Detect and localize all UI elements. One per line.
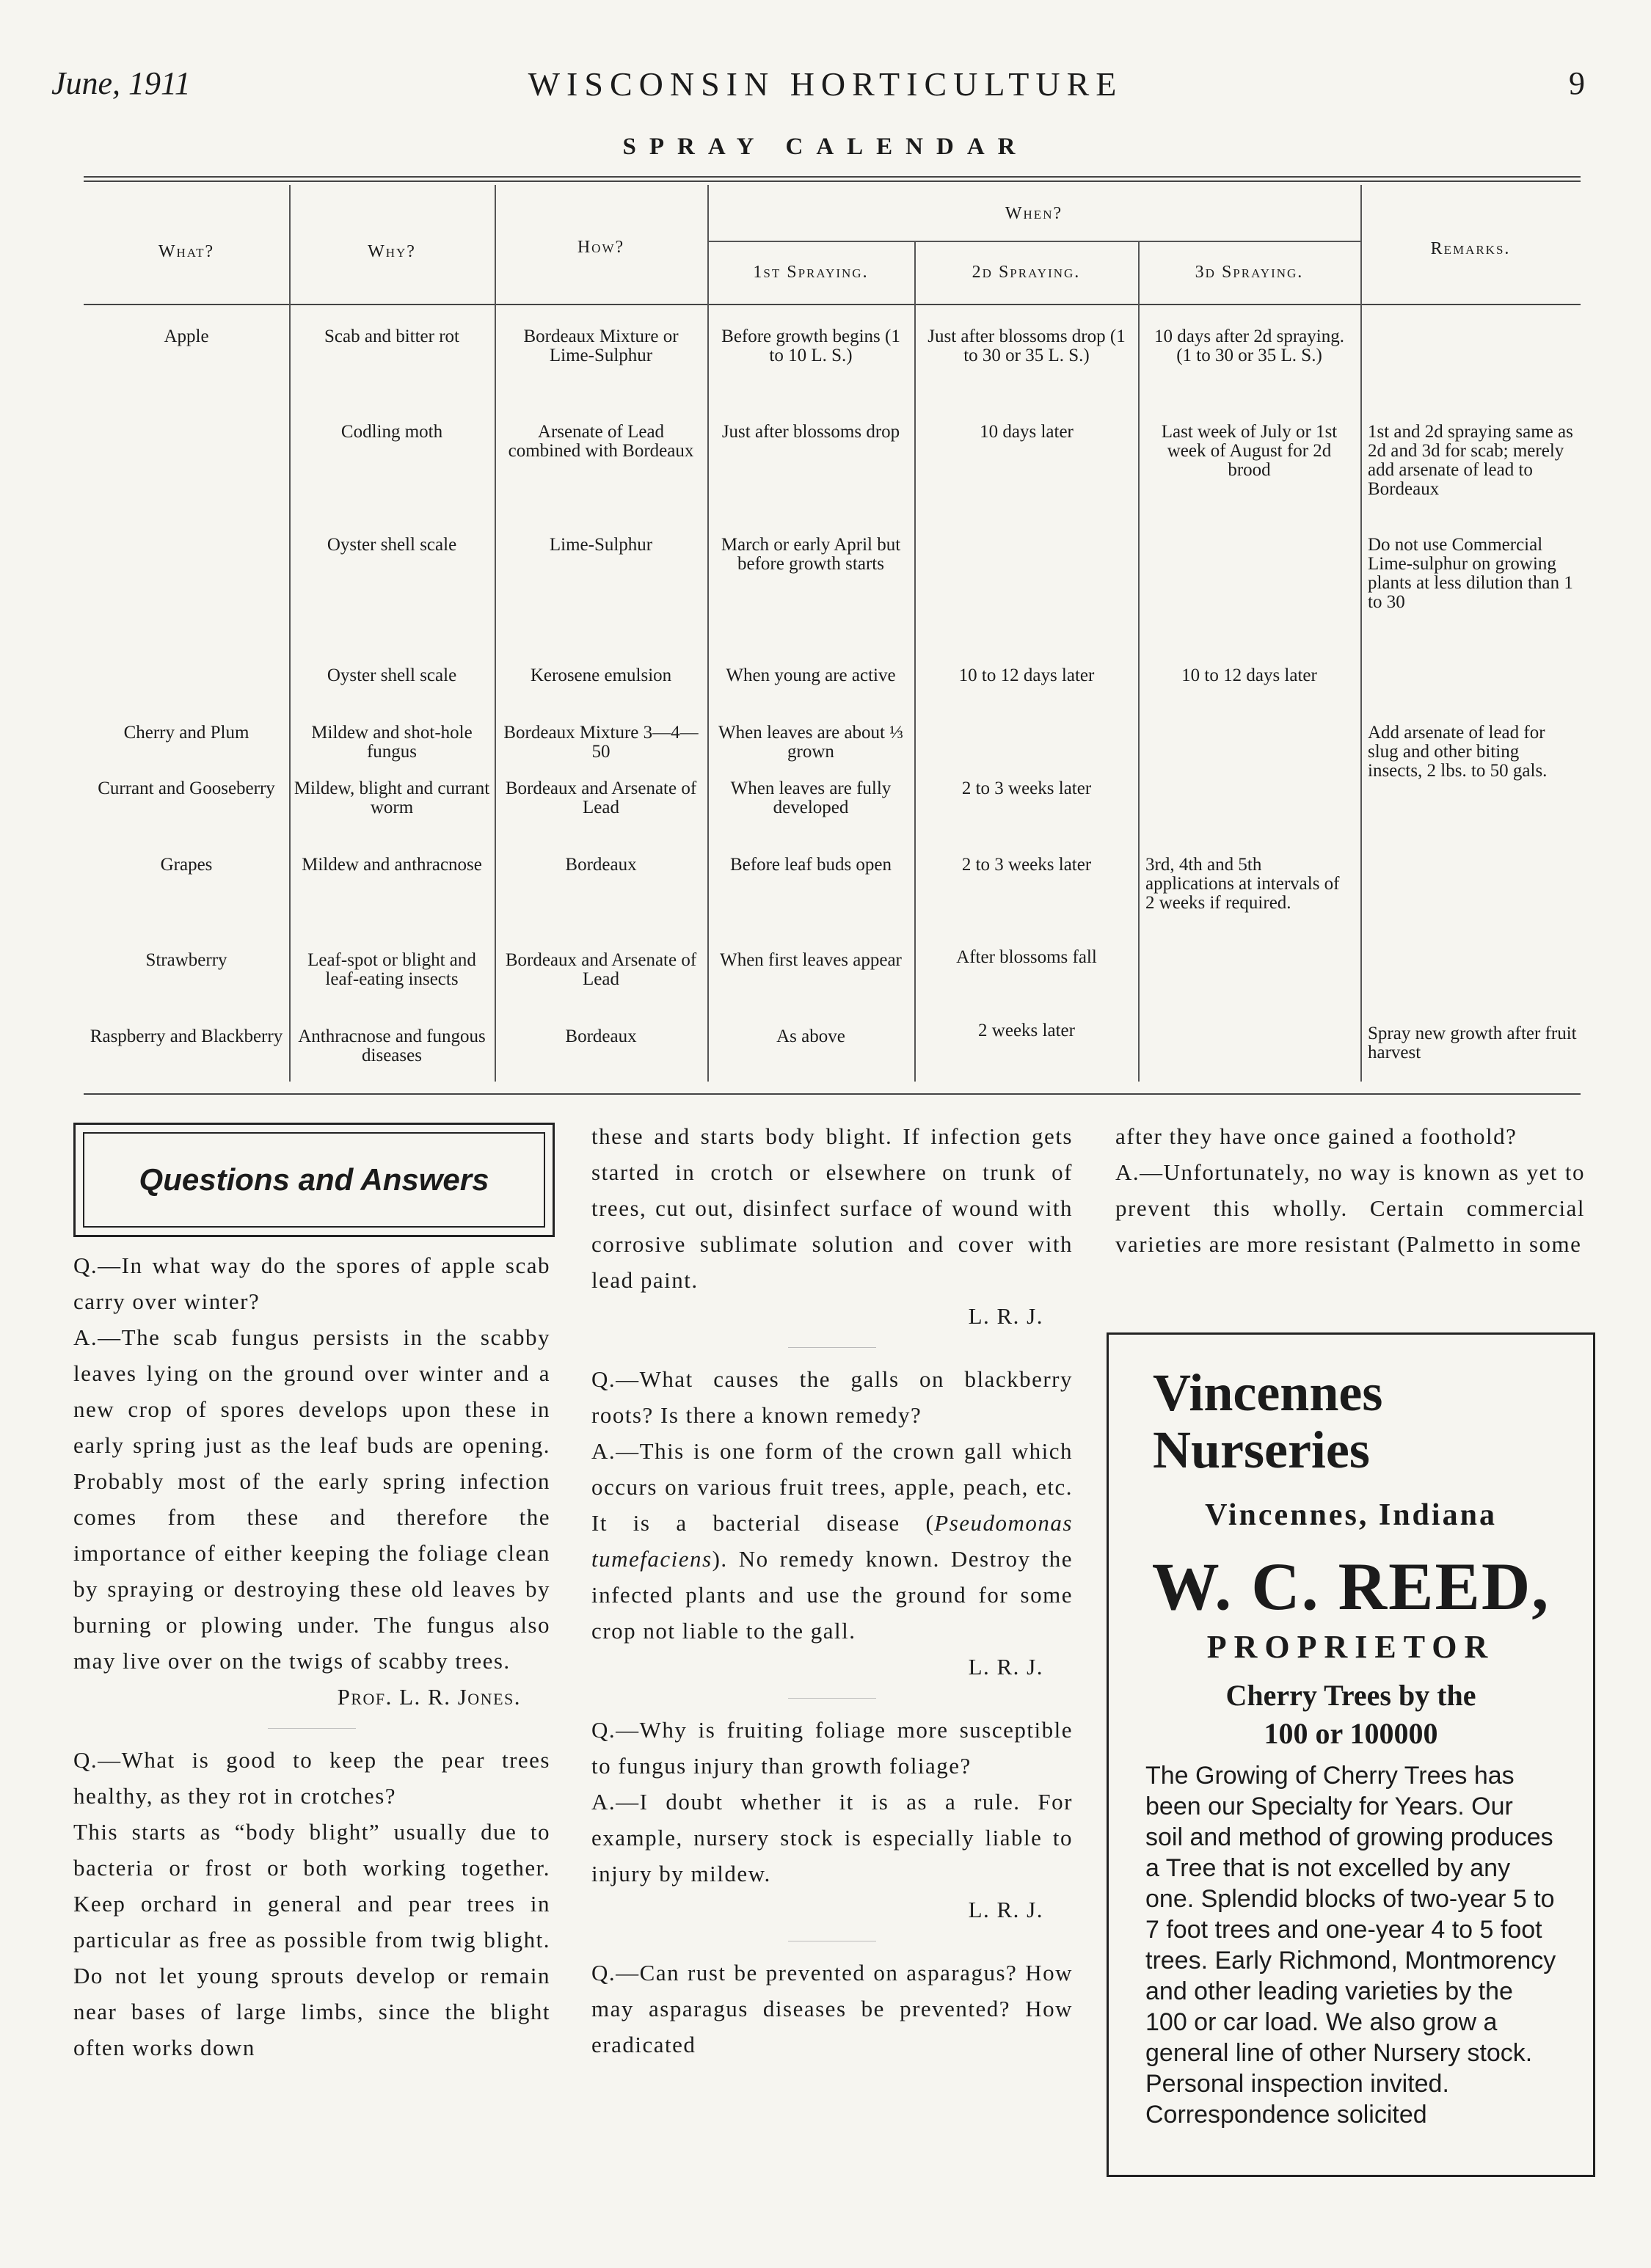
cell-remarks: Do not use Commercial Lime-sulphur on growing plants at less dilution than 1 to 30 [1368,535,1573,612]
cell-why: Mildew, blight and currant worm [294,779,490,817]
question-fruiting-foliage: Q.—Why is fruiting foliage more susceptible to fungus injury than growth foliage? [591,1717,1073,1779]
cell-why: Codling moth [340,422,443,442]
answer-fruiting-foliage: A.—I doubt whether it is as a rule. For example, nursery stock is especially liable to injury by mildew. [591,1789,1073,1886]
cell-what: Grapes [160,855,213,875]
cell-what: Strawberry [145,950,227,970]
cell-first-spraying: When young are active [726,666,896,685]
cell-remarks: Add arsenate of lead for slug and other biting insects, 2 lbs. to 50 gals. [1368,723,1548,781]
cell-what: Raspberry and Blackberry [90,1027,283,1046]
ad-product [1123,1677,1578,1753]
cell-what: Currant and Gooseberry [98,779,275,798]
separator [788,1698,876,1699]
col-divider [707,185,709,1082]
qa-column-1 [73,1247,550,2065]
qa-heading: Questions and Answers [139,1162,489,1197]
question-blackberry-galls: Q.—What causes the galls on blackberry roots? Is there a known remedy? [591,1366,1073,1428]
qa-column-3 [1115,1118,1585,1262]
cell-how: Bordeaux [565,855,637,875]
cell-why: Mildew and shot-hole fungus [311,723,473,762]
ad-product-line: 100 or 100000 [1264,1717,1438,1750]
cell-why: Mildew and anthracnose [302,855,482,875]
header-first-spraying: 1st Spraying. [753,263,869,282]
answer-apple-scab: A.—The scab fungus persists in the scabby leaves lying on the ground over winter and a new crop of spores develops upon these in early spring just as the leaf buds are opening. Probably most of the early spring infection comes from these and therefore the importance of either keeping the foliage clean by spraying or destroying these old leaves by burning or plowing under. The fungus also may live over on the twigs of scabby trees. [73,1324,550,1674]
col-divider [914,242,916,1082]
ad-owner: W. C. REED, [1151,1549,1550,1624]
header-how: How? [577,238,625,257]
ad-role: PROPRIETOR [1206,1629,1495,1665]
col-divider [289,185,291,1082]
ad-company-name [1153,1364,1382,1478]
header-when: When? [1005,204,1063,223]
cell-how: Lime-Sulphur [549,535,653,555]
col-divider [1360,185,1362,1082]
cell-first-spraying: Before growth begins (1 to 10 L. S.) [721,327,900,365]
separator [788,1347,876,1348]
table-bottom-rule [84,1093,1581,1095]
ad-product-line: Cherry Trees by the [1225,1679,1476,1712]
cell-what: Cherry and Plum [123,723,249,743]
cell-why: Leaf-spot or blight and leaf-eating insects [307,950,476,989]
qa-heading-box [73,1123,555,1237]
cell-how: Arsenate of Lead combined with Bordeaux [508,422,694,461]
cell-second-spraying: 2 to 3 weeks later [961,855,1092,875]
table-header-rule [84,304,1581,305]
qa-column-2 [591,1118,1073,2063]
cell-second-spraying: 2 weeks later [978,1021,1075,1040]
cell-third-spraying: 3rd, 4th and 5th applications at intervals of 2 weeks if required. [1145,855,1340,913]
cell-first-spraying: As above [776,1027,845,1046]
cell-second-spraying: 2 to 3 weeks later [961,779,1092,798]
issue-date: June, 1911 [51,65,191,101]
question-apple-scab: Q.—In what way do the spores of apple scab carry over winter? [73,1252,550,1314]
species-name: Pseudomonas tumefaciens [591,1510,1073,1572]
cell-third-spraying: 10 to 12 days later [1181,666,1317,685]
cell-why: Anthracnose and fungous diseases [298,1027,486,1065]
answer-text: A.—This is one form of the crown gall which occurs on various fruit trees, apple, peach, etc. It is a bacterial disease ( [591,1438,1073,1536]
cell-how: Bordeaux Mixture or Lime-Sulphur [523,327,679,365]
answer-asparagus-rust: A.—Unfortunately, no way is known as yet to prevent this wholly. Certain commercial varieties are more resistant (Palmetto in some [1115,1159,1585,1257]
cell-first-spraying: When first leaves appear [720,950,902,970]
signature: L. R. J. [968,1303,1043,1329]
cell-first-spraying: March or early April but before growth starts [721,535,901,574]
journal-title: WISCONSIN HORTICULTURE [528,65,1123,103]
cell-how: Bordeaux and Arsenate of Lead [505,779,697,817]
header-second-spraying: 2d Spraying. [972,263,1081,282]
nursery-advertisement [1107,1332,1595,2177]
ad-name-line: Vincennes [1153,1363,1383,1422]
spray-calendar-table [84,176,1581,1084]
answer-pear-trees-continued: these and starts body blight. If infection gets started in crotch or elsewhere on trunk of trees, cut out, disinfect surface of wound with corrosive sublimate solution and cover with lead paint. [591,1123,1073,1293]
cell-third-spraying: 10 days after 2d spraying. (1 to 30 or 35 L. S.) [1154,327,1344,365]
cell-second-spraying: After blossoms fall [956,947,1097,967]
cell-how: Bordeaux [565,1027,637,1046]
header-what: What? [158,242,215,261]
header-remarks: Remarks. [1430,239,1511,258]
question-asparagus-rust: Q.—Can rust be prevented on asparagus? How may asparagus diseases be prevented? How eradicated [591,1960,1073,2057]
question-pear-trees: Q.—What is good to keep the pear trees healthy, as they rot in crotches? [73,1747,550,1809]
cell-first-spraying: Before leaf buds open [729,855,892,875]
question-asparagus-rust-continued: after they have once gained a foothold? [1115,1123,1517,1149]
cell-how: Kerosene emulsion [530,666,672,685]
cell-first-spraying: When leaves are fully developed [730,779,892,817]
cell-third-spraying: Last week of July or 1st week of August for 2d brood [1161,422,1338,480]
spray-calendar-title: SPRAY CALENDAR [622,134,1029,160]
signature: Prof. L. R. Jones. [337,1684,521,1710]
cell-why: Oyster shell scale [327,535,457,555]
cell-remarks: 1st and 2d spraying same as 2d and 3d for scab; merely add arsenate of lead to Bordeaux [1368,422,1573,499]
col-divider [1138,242,1140,1082]
answer-pear-trees: This starts as “body blight” usually due to bacteria or frost or both working together. Keep orchard in general and pear trees in particular as free as possible from twig blight. Do not let young sprouts develop or remain near bases of large limbs, since the blight often works down [73,1819,550,2060]
cell-first-spraying: When leaves are about ⅓ grown [718,723,903,762]
header-third-spraying: 3d Spraying. [1195,263,1304,282]
cell-second-spraying: Just after blossoms drop (1 to 30 or 35 L. S.) [927,327,1126,365]
answer-blackberry-galls [591,1433,1073,1649]
signature: L. R. J. [968,1897,1043,1922]
cell-why: Oyster shell scale [327,666,457,685]
table-top-rule-2 [84,181,1581,182]
ad-name-line: Nurseries [1153,1421,1370,1479]
cell-second-spraying: 10 days later [980,422,1074,442]
separator [268,1728,356,1729]
when-subheader-rule [707,241,1360,242]
ad-body-text: The Growing of Cherry Trees has been our Specialty for Years. Our soil and method of growing produces a Tree that is not excelled by any one. Splendid blocks of two-year 5 to 7 foot trees and one-year 4 to 5 foot trees. Early Richmond, Montmorency and other leading varieties by the 100 or car load. We also grow a general line of other Nursery stock. Personal inspection invited. Correspondence solicited [1145,1762,1556,2129]
cell-second-spraying: 10 to 12 days later [958,666,1095,685]
answer-text: ). No remedy known. Destroy the infected plants and use the ground for some crop not liable to the gall. [591,1546,1073,1644]
table-top-rule [84,176,1581,178]
signature: L. R. J. [968,1654,1043,1680]
ad-location: Vincennes, Indiana [1205,1498,1497,1532]
page-number: 9 [1569,65,1585,101]
cell-what: Apple [164,327,209,346]
cell-how: Bordeaux and Arsenate of Lead [505,950,697,989]
cell-first-spraying: Just after blossoms drop [721,422,900,442]
cell-why: Scab and bitter rot [324,327,459,346]
header-why: Why? [368,242,416,261]
col-divider [495,185,496,1082]
cell-remarks: Spray new growth after fruit harvest [1368,1024,1577,1062]
cell-how: Bordeaux Mixture 3—4—50 [503,723,699,762]
